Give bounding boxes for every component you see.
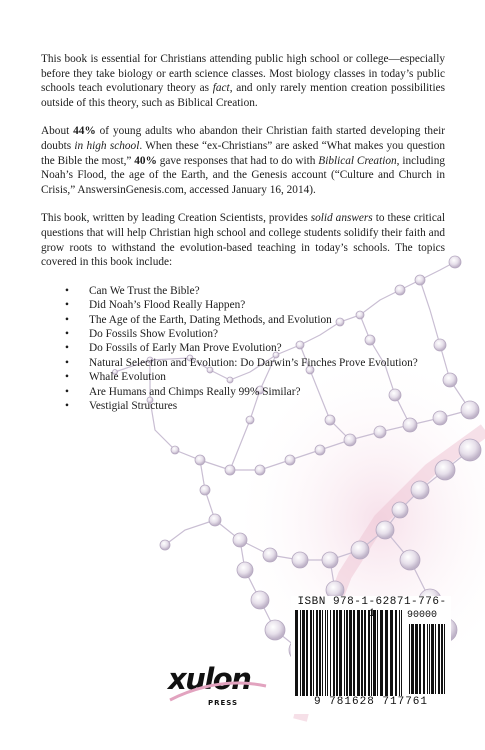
barcode-bar [327, 610, 328, 696]
paragraph-text: . When these “ex-Christians” are asked “What makes you question the Bible the most,” [41, 139, 446, 167]
barcode-bar [353, 610, 355, 696]
barcode-bar [399, 610, 400, 696]
barcode-bar [438, 624, 440, 694]
barcode-bar [357, 610, 360, 696]
bullet-icon: • [65, 327, 69, 340]
barcode-bar [390, 610, 393, 696]
emphasis-fact: fact [212, 82, 230, 95]
isbn-barcode [291, 596, 451, 714]
barcode-bar [377, 610, 378, 696]
topic-text: Are Humans and Chimps Really 99% Similar? [89, 385, 301, 398]
topic-text: Can We Trust the Bible? [89, 284, 200, 297]
paragraph-text: gave responses that had to do with [156, 154, 319, 167]
barcode-bar [295, 610, 298, 696]
bullet-icon: • [65, 284, 69, 297]
barcode-bar [364, 610, 366, 696]
barcode-bar [339, 610, 342, 696]
barcode-bar [336, 610, 338, 696]
paragraph-text: to these critical questions that will help Christian high school and college students solidify their faith and grow roots to withstand the evolution-based teaching in today’s schools. The topics covered in this book include: [41, 212, 445, 269]
paragraph-text: This book, written by leading Creation Scientists, provides [41, 212, 311, 225]
summary-paragraph [41, 211, 445, 269]
topic-text: The Age of the Earth, Dating Methods, and Evolution [89, 313, 332, 326]
emphasis-biblical-creation: Biblical Creation [318, 154, 397, 167]
paragraph-text: This book is essential for Christians attending public high school or college—especially before they take biology or earth science classes. Most biology classes in today’s public schools teach evolutionary theory as [41, 53, 445, 95]
barcode-bar [411, 624, 414, 694]
barcode-bars-icon [295, 610, 405, 696]
barcode-bar [395, 610, 397, 696]
barcode-bar [325, 610, 326, 696]
barcode-bar [306, 610, 308, 696]
barcode-bar [322, 610, 323, 696]
barcode-bar [401, 610, 402, 696]
barcode-bar [444, 624, 445, 694]
list-item [65, 370, 445, 384]
list-item [65, 298, 445, 312]
bullet-icon: • [65, 342, 69, 355]
list-item [65, 385, 445, 399]
stat-44-percent: 44% [73, 125, 96, 138]
bullet-icon: • [65, 399, 69, 412]
bullet-icon: • [65, 356, 69, 369]
topic-text: Do Fossils of Early Man Prove Evolution? [89, 342, 282, 355]
barcode-bar [431, 624, 434, 694]
publisher-logo [168, 662, 268, 716]
barcode-bar [423, 624, 425, 694]
barcode-bar [373, 610, 376, 696]
topic-text: Did Noah’s Flood Really Happen? [89, 299, 246, 312]
paragraph-text: of young adults who abandon their Christian faith started developing their doubts [41, 125, 445, 152]
bullet-icon: • [65, 313, 69, 326]
topic-text: Do Fossils Show Evolution? [89, 327, 218, 340]
list-item [65, 341, 445, 355]
list-item [65, 399, 445, 413]
barcode-bar [330, 610, 331, 696]
publisher-press-text: PRESS [208, 699, 239, 707]
price-code: 90000 [407, 610, 438, 621]
barcode-bar [441, 624, 443, 694]
statistics-paragraph [41, 124, 445, 197]
intro-paragraph [41, 52, 445, 110]
barcode-bar [380, 610, 383, 696]
emphasis-high-school: in high school [74, 139, 140, 152]
topic-text: Whale Evolution [89, 371, 166, 384]
stat-40-percent: 40% [134, 154, 157, 167]
barcode-bar [344, 610, 345, 696]
paragraph-text: , and only rarely mention creation possibilities outside of this theory, such as Biblical Creation. [41, 82, 445, 109]
barcode-bar [316, 610, 318, 696]
list-item [65, 356, 445, 370]
barcode-digits: 9 781628 717761 [313, 696, 429, 708]
topic-text: Vestigial Structures [89, 399, 178, 412]
barcode-bar [346, 610, 348, 696]
barcode-bar [427, 624, 428, 694]
price-barcode-bars-icon [409, 624, 447, 694]
topic-text: Natural Selection and Evolution: Do Darwin’s Finches Prove Evolution? [89, 356, 418, 369]
list-item [65, 327, 445, 341]
bullet-icon: • [65, 299, 69, 312]
barcode-bar [302, 610, 305, 696]
topics-list [41, 284, 445, 414]
paragraph-text: , including Noah’s Flood, the age of the Earth, and the Genesis account (“Culture and Church in Crisis,” AnswersinGenesis.com, accessed January 16, 2014). [41, 154, 445, 196]
barcode-bar [349, 610, 352, 696]
publisher-logo-text: xulon [168, 662, 251, 696]
list-item [65, 284, 445, 298]
barcode-bar [313, 610, 314, 696]
barcode-bar [361, 610, 363, 696]
barcode-bar [435, 624, 436, 694]
barcode-bar [415, 624, 418, 694]
bullet-icon: • [65, 385, 69, 398]
emphasis-solid-answers: solid answers [310, 212, 373, 225]
barcode-bar [319, 610, 321, 696]
back-cover-text [41, 52, 445, 413]
list-item [65, 313, 445, 327]
barcode-bar [368, 610, 370, 696]
bullet-icon: • [65, 371, 69, 384]
barcode-bar [310, 610, 312, 696]
isbn-number: ISBN 978-1-62871-776- [297, 596, 447, 608]
barcode-bar [429, 624, 430, 694]
barcode-bar [300, 610, 301, 696]
barcode-bar [371, 610, 372, 696]
barcode-bar [385, 610, 388, 696]
barcode-bar [409, 624, 410, 694]
paragraph-text: About [41, 125, 74, 138]
barcode-bar [419, 624, 421, 694]
barcode-bar [333, 610, 335, 696]
